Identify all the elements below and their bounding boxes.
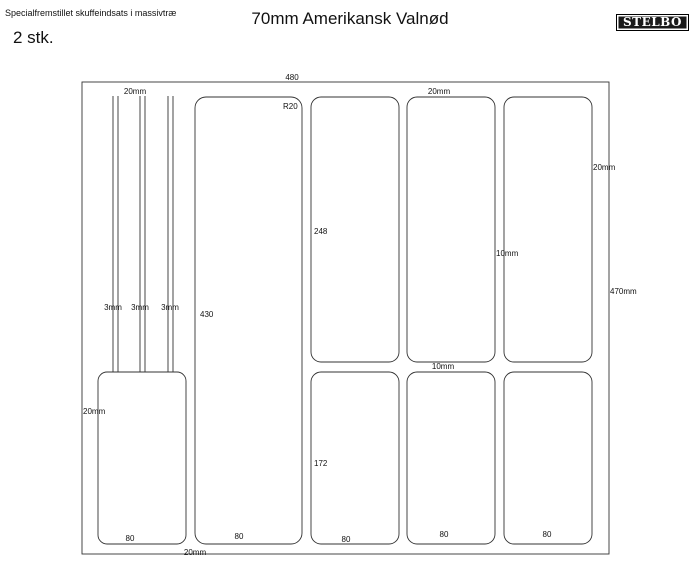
compartment-upper-2 — [407, 97, 495, 362]
dim-divider-3: 3mm — [161, 303, 179, 312]
page-title: 70mm Amerikansk Valnød — [251, 9, 449, 28]
divider-slot — [140, 96, 145, 372]
dim-bottom-margin: 20mm — [183, 548, 207, 557]
dim-side-margin-right: 20mm — [593, 163, 616, 172]
dim-width-1: 80 — [125, 534, 135, 543]
dim-width-2: 80 — [234, 532, 244, 541]
divider-slot — [113, 96, 118, 372]
outer-frame — [82, 82, 609, 554]
dim-side-margin-left: 20mm — [83, 407, 106, 416]
dim-upper-height: 248 — [314, 227, 328, 236]
dim-outer-height: 470mm — [610, 287, 637, 296]
compartment-lower-3 — [504, 372, 592, 544]
dim-divider-1: 3mm — [104, 303, 122, 312]
divider-slot — [168, 96, 173, 372]
dim-gap-horizontal: 10mm — [431, 362, 455, 371]
dim-lower-height: 172 — [314, 459, 328, 468]
quantity-label: 2 stk. — [13, 28, 54, 47]
compartment-upper-3 — [504, 97, 592, 362]
dim-top-gap-left: 20mm — [123, 87, 147, 96]
dim-corner-radius: R20 — [283, 102, 298, 111]
dim-width-4: 80 — [439, 530, 449, 539]
dim-long-height: 430 — [200, 310, 214, 319]
dim-outer-width: 480 — [285, 73, 299, 82]
compartment-lower-1 — [311, 372, 399, 544]
dim-divider-2: 3mm — [131, 303, 149, 312]
compartment-bottom-left — [98, 372, 186, 544]
compartment-long — [195, 97, 302, 544]
brand-logo: STELBO — [616, 14, 689, 31]
dim-width-5: 80 — [542, 530, 552, 539]
dim-width-3: 80 — [341, 535, 351, 544]
dim-gap-vertical: 10mm — [496, 249, 519, 258]
subtitle: Specialfremstillet skuffeindsats i massivtræ — [5, 8, 177, 18]
dim-top-gap-right: 20mm — [427, 87, 451, 96]
compartment-lower-2 — [407, 372, 495, 544]
